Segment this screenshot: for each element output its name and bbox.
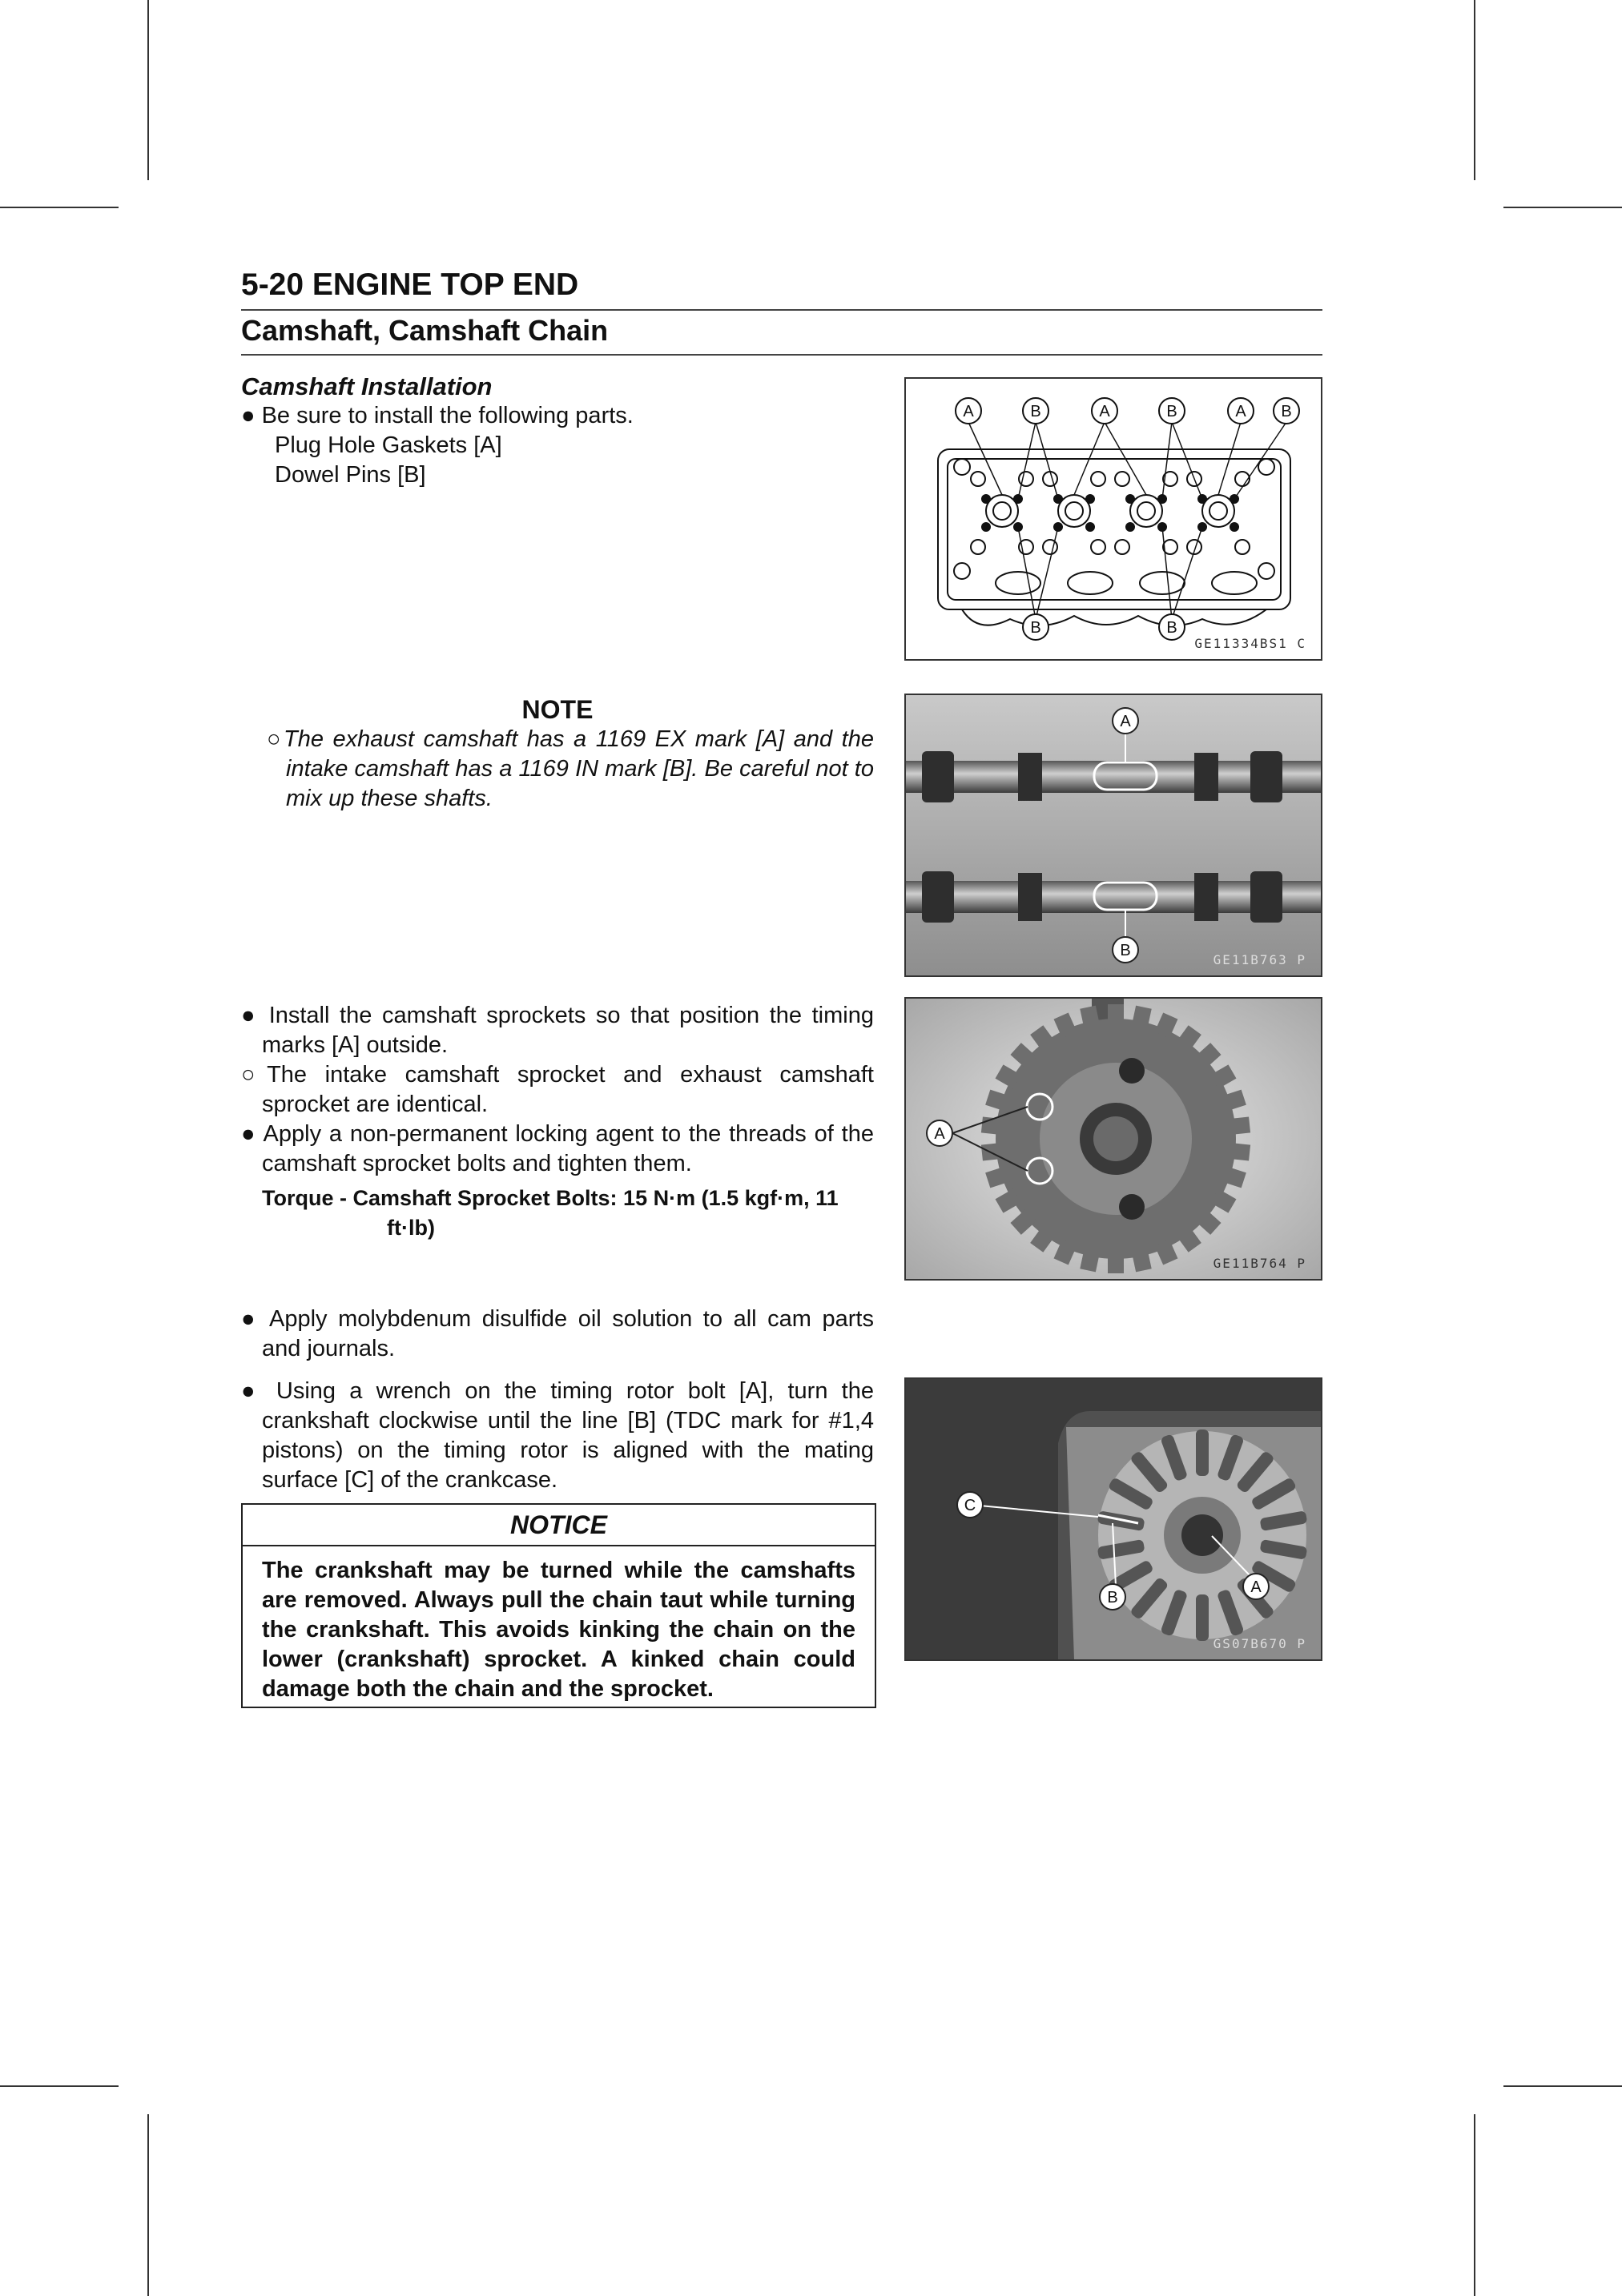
sprocket-sub-bullet — [241, 1060, 874, 1120]
callout-label: B — [1166, 403, 1177, 420]
bullet-symbol: ● — [241, 1003, 260, 1028]
cylinder-head-svg — [906, 379, 1321, 659]
torque-line-2: ft·lb) — [387, 1216, 435, 1240]
sprocket-block — [241, 1001, 874, 1243]
callout-label: C — [964, 1497, 976, 1514]
cylinder-head-diagram — [904, 377, 1322, 661]
callout-label: A — [1250, 1578, 1262, 1596]
sprocket-photo-svg — [906, 999, 1321, 1279]
lube-block — [241, 1305, 874, 1495]
callout-label: A — [1099, 403, 1110, 420]
callout-label: B — [1281, 403, 1292, 420]
install-item-dowel-pins: Dowel Pins [B] — [275, 462, 426, 488]
crop-mark — [1474, 0, 1475, 180]
install-bullet — [241, 401, 882, 431]
install-item-gaskets: Plug Hole Gaskets [A] — [275, 432, 502, 458]
crop-mark — [0, 2085, 119, 2087]
note-heading: NOTE — [521, 695, 594, 724]
sprocket-bullet-2 — [241, 1120, 874, 1179]
notice-heading: NOTICE — [243, 1505, 875, 1546]
torque-line-1: Torque - Camshaft Sprocket Bolts: 15 N·m (1.5 kgf·m, 11 — [262, 1186, 839, 1210]
bullet-symbol: ● — [241, 403, 256, 428]
figure-code: GE11334BS1 C — [1194, 636, 1306, 651]
bullet-symbol: ● — [241, 1378, 263, 1404]
figure-code: GE11B763 P — [1213, 952, 1306, 967]
bullet-symbol: ● — [241, 1121, 257, 1147]
lube-bullet-2 — [241, 1377, 874, 1495]
callout-label: B — [1030, 619, 1041, 637]
crop-mark — [147, 2114, 149, 2296]
bullet-symbol: ● — [241, 1306, 260, 1332]
lube-bullet-2-text: Using a wrench on the timing rotor bolt [A], turn the crankshaft clockwise until the line [B] (TDC mark for #1,4 pistons) on the timing rotor is aligned with the mating surface [C] of the crankcase. — [262, 1378, 874, 1493]
figure-code: GS07B670 P — [1213, 1636, 1306, 1651]
sub-bullet-symbol: ○ — [241, 1062, 268, 1088]
notice-box — [241, 1503, 876, 1708]
note-body — [241, 725, 874, 814]
sprocket-bullet-2-text: Apply a non-permanent locking agent to the threads of the camshaft sprocket bolts and tighten them. — [262, 1121, 874, 1176]
camshaft-photo-svg — [906, 695, 1321, 975]
timing-rotor-svg — [906, 1379, 1321, 1659]
timing-rotor-photo — [904, 1377, 1322, 1661]
page-title: 5-20 ENGINE TOP END — [241, 266, 1322, 311]
callout-label: B — [1166, 619, 1177, 637]
sub-bullet-symbol: ○ — [267, 726, 284, 752]
sprocket-bullet-1 — [241, 1001, 874, 1060]
sprocket-bullet-1-text: Install the camshaft sprockets so that position the timing marks [A] outside. — [262, 1003, 874, 1058]
crop-mark — [0, 207, 119, 208]
callout-label: B — [1030, 403, 1041, 420]
notice-body: The crankshaft may be turned while the camshafts are removed. Always pull the chain taut while turning the crankshaft. This avoids kinking the chain on the lower (crankshaft) sprocket. A kinked chain could damage both the chain and the sprocket. — [262, 1558, 855, 1702]
lube-bullet-1-text: Apply molybdenum disulfide oil solution to all cam parts and journals. — [262, 1306, 874, 1361]
crop-mark — [1503, 2085, 1622, 2087]
callout-label: B — [1120, 942, 1131, 959]
sprocket-photo — [904, 997, 1322, 1281]
callout-label: A — [963, 403, 974, 420]
crop-mark — [147, 0, 149, 180]
crop-mark — [1474, 2114, 1475, 2296]
crop-mark — [1503, 207, 1622, 208]
figure-code: GE11B764 P — [1213, 1256, 1306, 1271]
section-title: Camshaft, Camshaft Chain — [241, 312, 1322, 356]
callout-label: A — [1235, 403, 1246, 420]
lube-bullet-1 — [241, 1305, 874, 1364]
callout-label: B — [1107, 1589, 1118, 1606]
callout-label: A — [934, 1125, 945, 1143]
camshaft-marks-photo — [904, 694, 1322, 977]
install-block — [241, 372, 882, 490]
install-bullet-text: Be sure to install the following parts. — [261, 403, 634, 428]
callout-label: A — [1120, 713, 1131, 730]
sprocket-sub-text: The intake camshaft sprocket and exhaust camshaft sprocket are identical. — [262, 1062, 874, 1117]
note-text: The exhaust camshaft has a 1169 EX mark [A] and the intake camshaft has a 1169 IN mark [B]. Be careful not to mix up these shafts. — [284, 726, 874, 811]
install-subheading: Camshaft Installation — [241, 372, 493, 400]
note-block — [241, 695, 874, 814]
torque-spec — [241, 1184, 874, 1243]
